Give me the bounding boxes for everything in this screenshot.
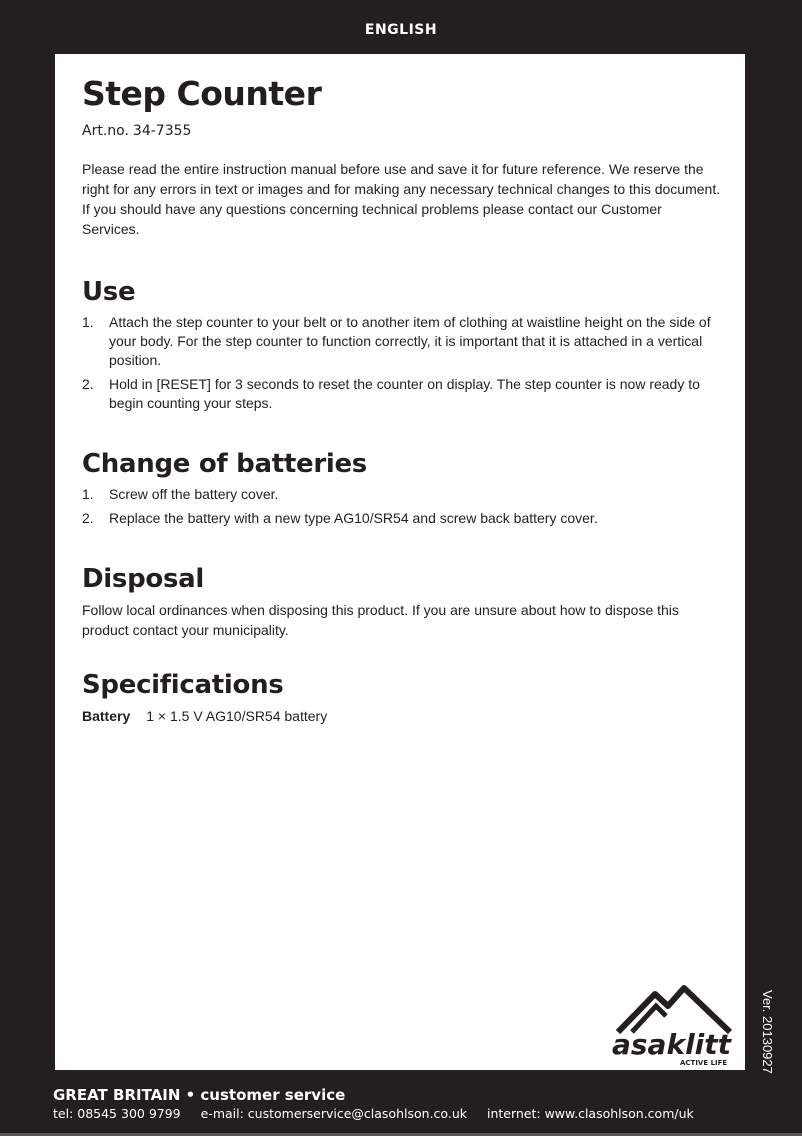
art-no-value: 34-7355 (132, 123, 192, 139)
disposal-text: Follow local ordinances when disposing this product. If you are unsure about how to dispose this product contact your municipality. (82, 602, 679, 638)
list-item (82, 375, 722, 413)
footer-internet[interactable]: internet: www.clasohlson.com/uk (486, 1106, 694, 1121)
intro-text: Please read the entire instruction manual before use and save it for future reference. We reserve the right for any errors in text or images and for making any necessary technical changes to this document. If you should have any questions concerning technical problems please contact our Customer Services. (82, 161, 721, 237)
asaklitt-logo (610, 982, 735, 1073)
heading-batteries: Change of batteries (82, 449, 367, 479)
heading-disposal: Disposal (82, 564, 204, 594)
manual-page (55, 54, 745, 1070)
spec-value: 1 × 1.5 V AG10/SR54 battery (146, 708, 328, 724)
item-number: 2. (82, 510, 94, 526)
list-item (82, 313, 722, 370)
item-number: 1. (82, 486, 94, 502)
heading-use: Use (82, 277, 136, 307)
footer (53, 1086, 710, 1121)
spec-row (82, 708, 722, 724)
list-item (82, 509, 722, 528)
item-text: Hold in [RESET] for 3 seconds to reset the counter on display. The step counter is now ready to begin counting your steps. (109, 376, 700, 411)
spec-label: Battery (82, 708, 131, 724)
svg-text:ACTIVE LIFE: ACTIVE LIFE (680, 1059, 728, 1067)
item-number: 2. (82, 376, 94, 392)
page-title: Step Counter (82, 74, 322, 113)
footer-title: GREAT BRITAIN • customer service (53, 1086, 346, 1104)
list-item (82, 485, 722, 504)
use-steps (82, 313, 722, 413)
footer-contacts (53, 1106, 710, 1121)
footer-email[interactable]: e-mail: customerservice@clasohlson.co.uk (200, 1106, 467, 1121)
svg-text:asaklitt: asaklitt (612, 1028, 732, 1061)
version-label: Ver. 20130927 (760, 990, 775, 1074)
item-text: Screw off the battery cover. (109, 486, 279, 502)
art-no-label: Art.no. (82, 123, 129, 139)
battery-steps (82, 485, 722, 528)
item-number: 1. (82, 314, 94, 330)
article-number (82, 123, 722, 139)
heading-specifications: Specifications (82, 670, 284, 700)
item-text: Attach the step counter to your belt or to another item of clothing at waistline height on the side of your body. For the step counter to function correctly, it is important that it is attached in a vertical position. (109, 314, 711, 368)
item-text: Replace the battery with a new type AG10/SR54 and screw back battery cover. (109, 510, 598, 526)
language-label: ENGLISH (364, 22, 438, 38)
footer-tel: tel: 08545 300 9799 (53, 1106, 181, 1121)
